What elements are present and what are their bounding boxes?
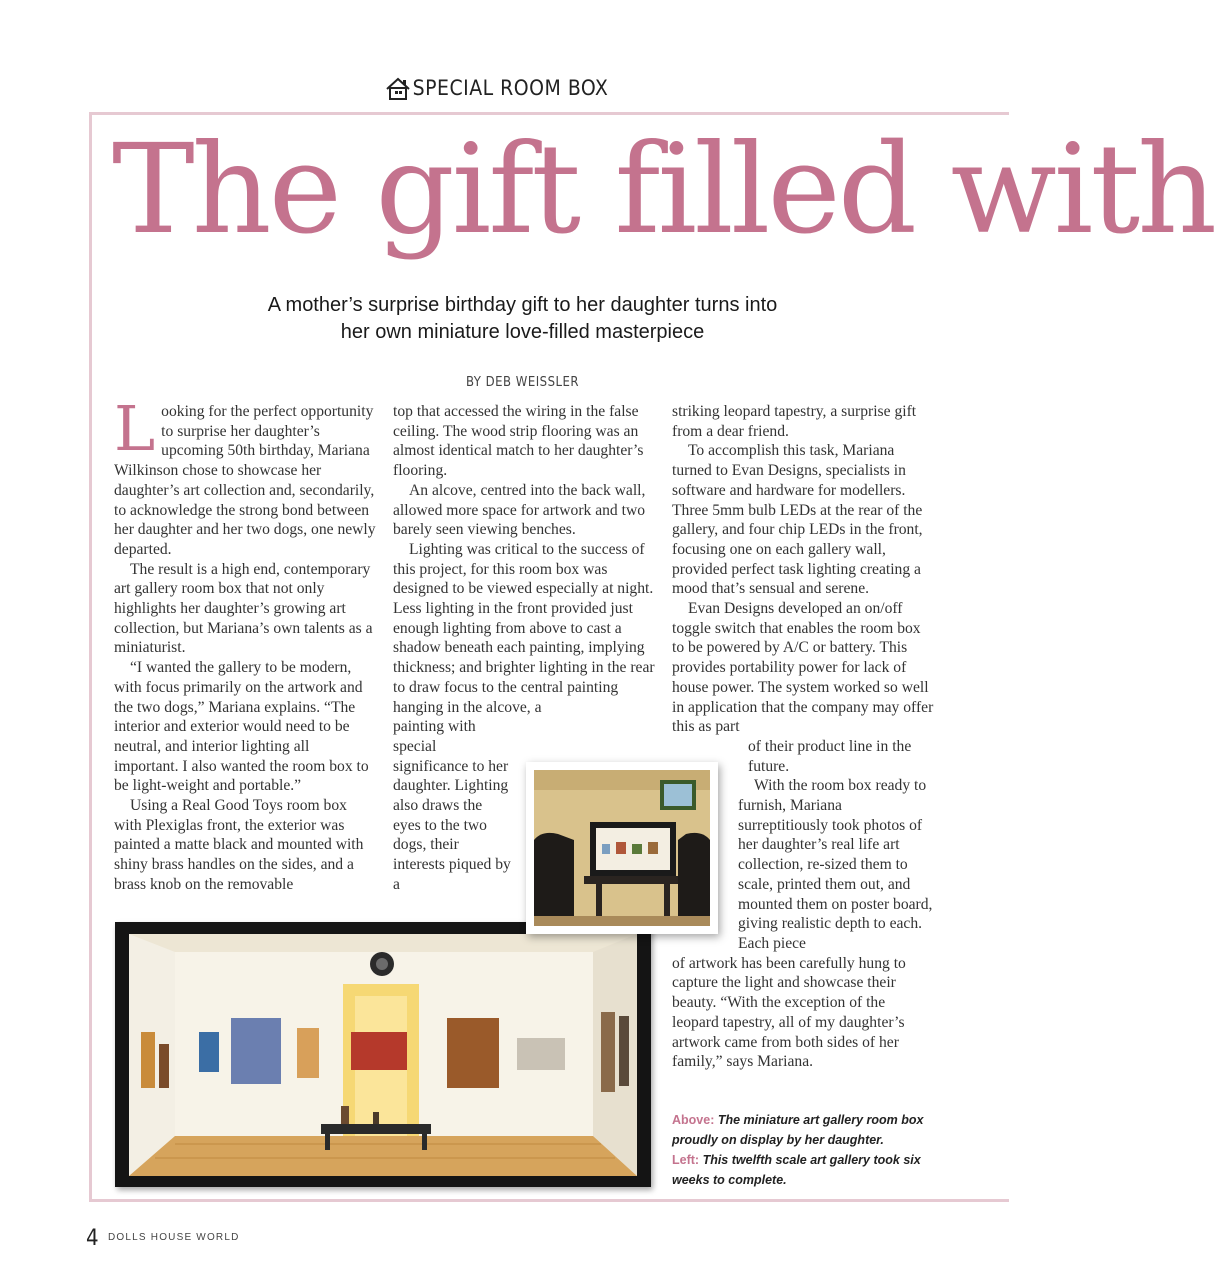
room-box-on-display-illustration — [534, 770, 710, 926]
col3-paragraph-4-rest: of artwork has been carefully hung to capture the light and showcase their beauty. “With the exception of the leopard tapestry, all of my daughter’s artwork came from both sides of her family,” says Mariana. — [672, 954, 906, 1071]
deck — [200, 292, 845, 346]
headline: The gift filled with — [112, 118, 1214, 262]
caption-left-text: This twelfth scale art gallery took six weeks to complete. — [672, 1153, 921, 1187]
col1-paragraph-3: “I wanted the gallery to be modern, with focus primarily on the artwork and the two dogs,” Mariana explains. “The interior and exterior would need to be neutral, and interior lighting all important. I also wanted the room box to be light-weight and portable.” — [114, 659, 369, 795]
col3-paragraph-3-wrap: of their product line in the future. — [748, 737, 912, 775]
section-tag — [0, 76, 993, 101]
col3-paragraph-4-wrap: With the room box ready to furnish, Mariana surreptitiously took photos of her daughter’s real life art collection, re-sized them to scale, printed them out, and mounted them on poster board, giving realistic depth to each. Each piece — [738, 777, 933, 952]
magazine-name: DOLLS HOUSE WORLD — [108, 1232, 240, 1243]
caption-left — [672, 1150, 942, 1190]
caption-above-label: Above: — [672, 1113, 715, 1127]
col1-paragraph-1 — [114, 392, 376, 560]
col1-p1-text: ooking for the perfect opportunity to surprise her daughter’s upcoming 50th birthday, Mariana Wilkinson chose to showcase her daughter’s art collection and, secondarily, to acknowledge the strong bond between her daughter and her two dogs, one newly departed. — [114, 403, 376, 558]
gallery-room-box-illustration — [115, 922, 651, 1187]
column-1 — [114, 392, 376, 895]
gallery-room-box-photo — [115, 922, 651, 1187]
col2-paragraph-2: An alcove, centred into the back wall, allowed more space for artwork and two barely seen viewing benches. — [393, 481, 646, 539]
drop-cap: L — [114, 392, 156, 465]
section-tag-label: SPECIAL ROOM BOX — [412, 76, 609, 100]
page-number: 4 — [86, 1226, 99, 1251]
col2-paragraph-3: Lighting was critical to the success of this project, for this room box was designed to be viewed especially at night. Less lighting in the front provided just enough lighting from above to cast a shadow beneath each painting, implying thickness; and brighter lighting in the rear to draw focus to the central painting hanging in the alcove, a — [393, 540, 655, 716]
house-icon — [385, 76, 413, 100]
deck-line-2: her own miniature love-filled masterpiece — [340, 321, 705, 343]
caption-left-label: Left: — [672, 1153, 700, 1167]
byline: BY DEB WEISSLER — [465, 375, 580, 390]
photo-caption — [672, 1110, 942, 1190]
deck-line-1: A mother’s surprise birthday gift to her daughter turns into — [267, 294, 778, 316]
caption-above — [672, 1110, 942, 1150]
col3-paragraph-2: To accomplish this task, Mariana turned to Evan Designs, specialists in software and hardware for modellers. Three 5mm bulb LEDs at the rear of the gallery, and four chip LEDs in the front, focusing one on each gallery wall, provided perfect task lighting creating a mood that’s sensual and serene. — [672, 442, 923, 598]
room-box-on-display-photo — [526, 762, 718, 934]
caption-above-text: The miniature art gallery room box proudly on display by her daughter. — [672, 1113, 924, 1147]
column-3 — [672, 402, 934, 1072]
col3-paragraph-3: Evan Designs developed an on/off toggle switch that enables the room box to be powered by A/C or battery. This provides portability power for lack of house power. The system worked so well in application that the company may offer this as part — [672, 600, 934, 736]
col2-paragraph-1: top that accessed the wiring in the false ceiling. The wood strip flooring was an almost identical match to her daughter’s flooring. — [393, 403, 644, 480]
col1-paragraph-2: The result is a high end, contemporary art gallery room box that not only highlights her daughter’s growing art collection, but Mariana’s own talents as a miniaturist. — [114, 560, 373, 657]
col1-paragraph-4: Using a Real Good Toys room box with Plexiglas front, the exterior was painted a matte black and mounted with shiny brass handles on the sides, and a brass knob on the removable — [114, 797, 364, 893]
col3-paragraph-1: striking leopard tapestry, a surprise gift from a dear friend. — [672, 403, 917, 440]
col2-paragraph-3-narrow: painting with special significance to her daughter. Lighting also draws the eyes to the two dogs, their interests piqued by a — [393, 718, 511, 893]
